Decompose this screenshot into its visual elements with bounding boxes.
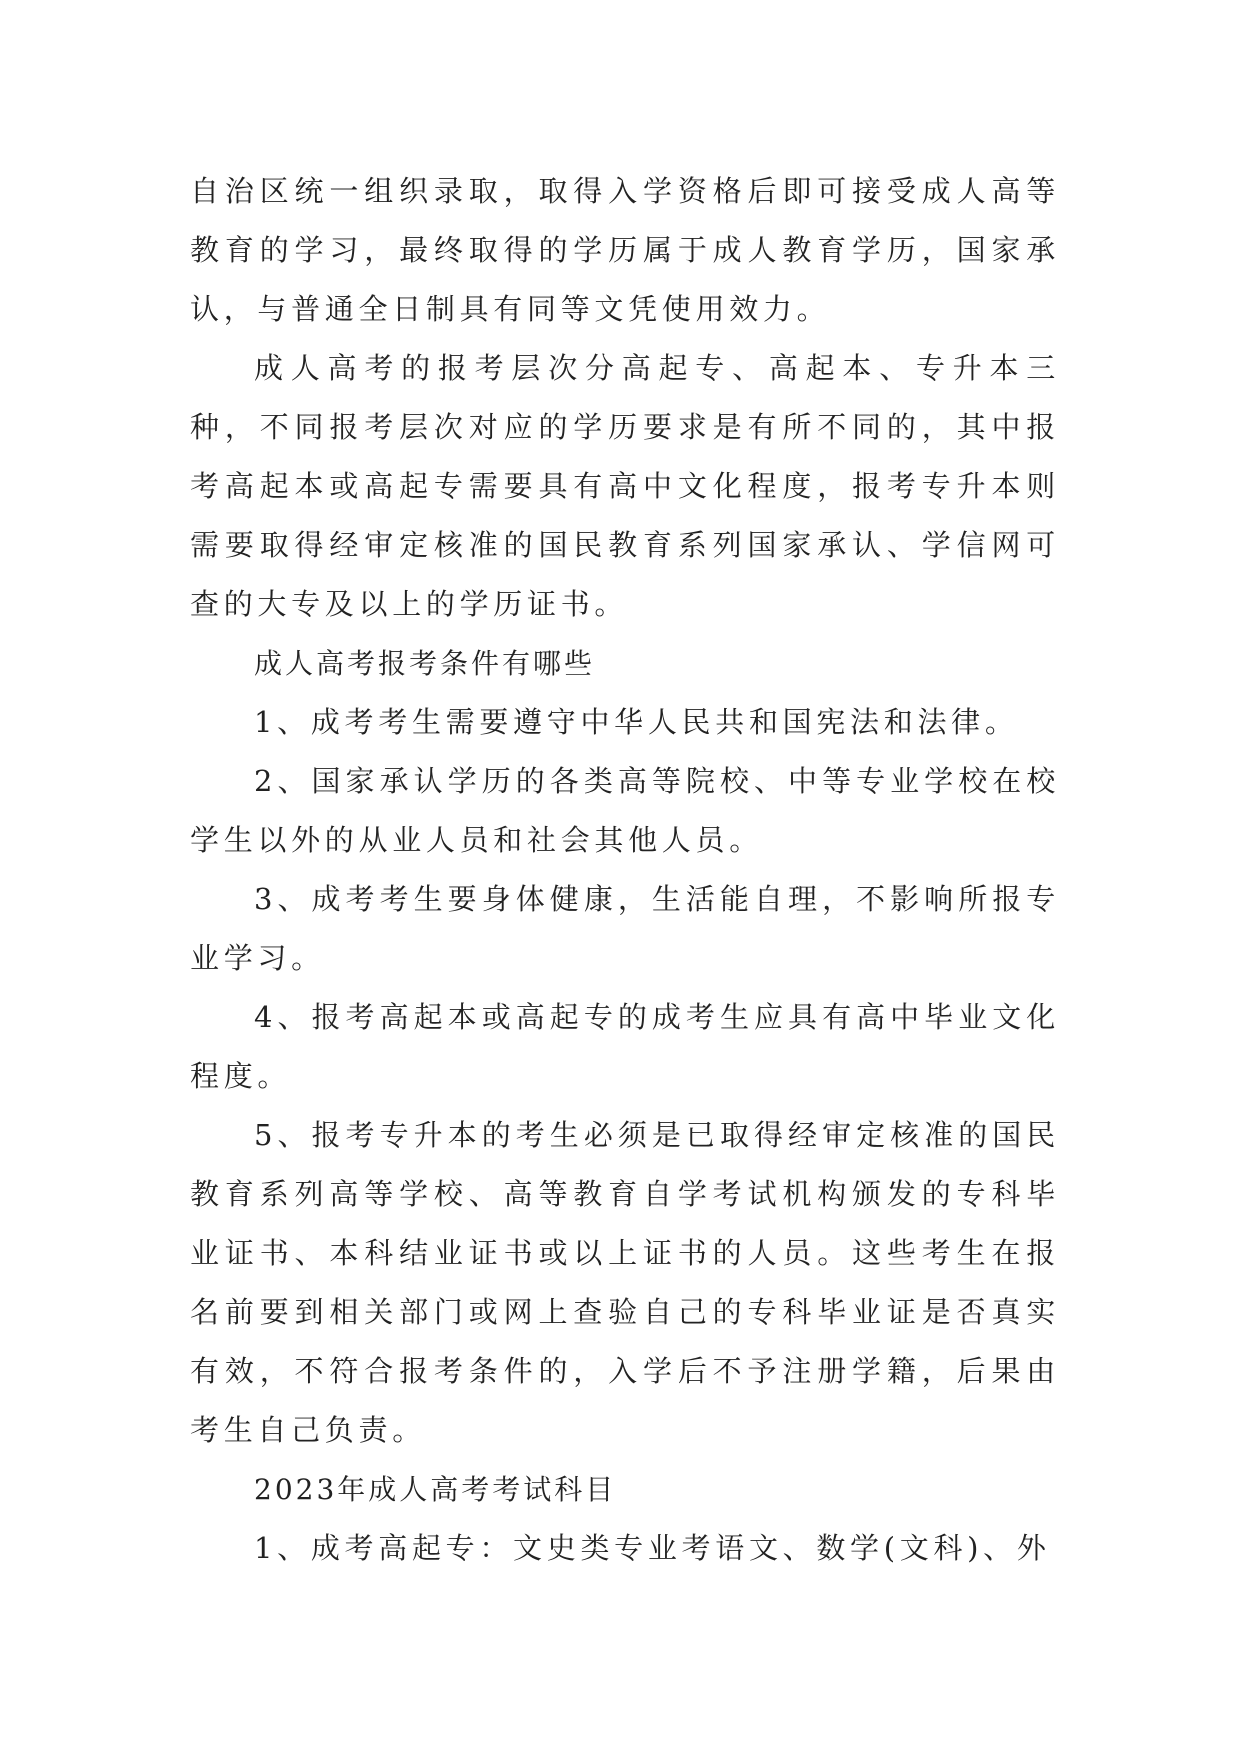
paragraph-exam-levels: 成人高考的报考层次分高起专、高起本、专升本三种，不同报考层次对应的学历要求是有所不同的，其中报考高起本或高起专需要具有高中文化程度，报考专升本则需要取得经审定核准的国民教育系列国家承认、学信网可查的大专及以上的学历证书。 bbox=[190, 351, 1060, 621]
exam-subject-item-1: 1、成考高起专：文史类专业考语文、数学(文科)、外 bbox=[254, 1531, 1051, 1565]
requirement-item-1: 1、成考考生需要遵守中华人民共和国宪法和法律。 bbox=[254, 705, 1019, 739]
requirement-item-5: 5、报考专升本的考生必须是已取得经审定核准的国民教育系列高等学校、高等教育自学考试机构颁发的专科毕业证书、本科结业证书或以上证书的人员。这些考生在报名前要到相关部门或网上查验自己的专科毕业证是否真实有效，不符合报考条件的，入学后不予注册学籍，后果由考生自己负责。 bbox=[190, 1118, 1060, 1447]
requirement-item-3: 3、成考考生要身体健康，生活能自理，不影响所报专业学习。 bbox=[190, 882, 1060, 975]
requirement-item-2: 2、国家承认学历的各类高等院校、中等专业学校在校学生以外的从业人员和社会其他人员。 bbox=[190, 764, 1060, 857]
document-body bbox=[190, 162, 1060, 1578]
paragraph-admission-continuation: 自治区统一组织录取，取得入学资格后即可接受成人高等教育的学习，最终取得的学历属于成人教育学历，国家承认，与普通全日制具有同等文凭使用效力。 bbox=[190, 174, 1060, 326]
section-heading-exam-subjects: 2023年成人高考考试科目 bbox=[254, 1473, 617, 1506]
section-heading-requirements: 成人高考报考条件有哪些 bbox=[254, 647, 596, 680]
requirement-item-4: 4、报考高起本或高起专的成考生应具有高中毕业文化程度。 bbox=[190, 1000, 1060, 1093]
